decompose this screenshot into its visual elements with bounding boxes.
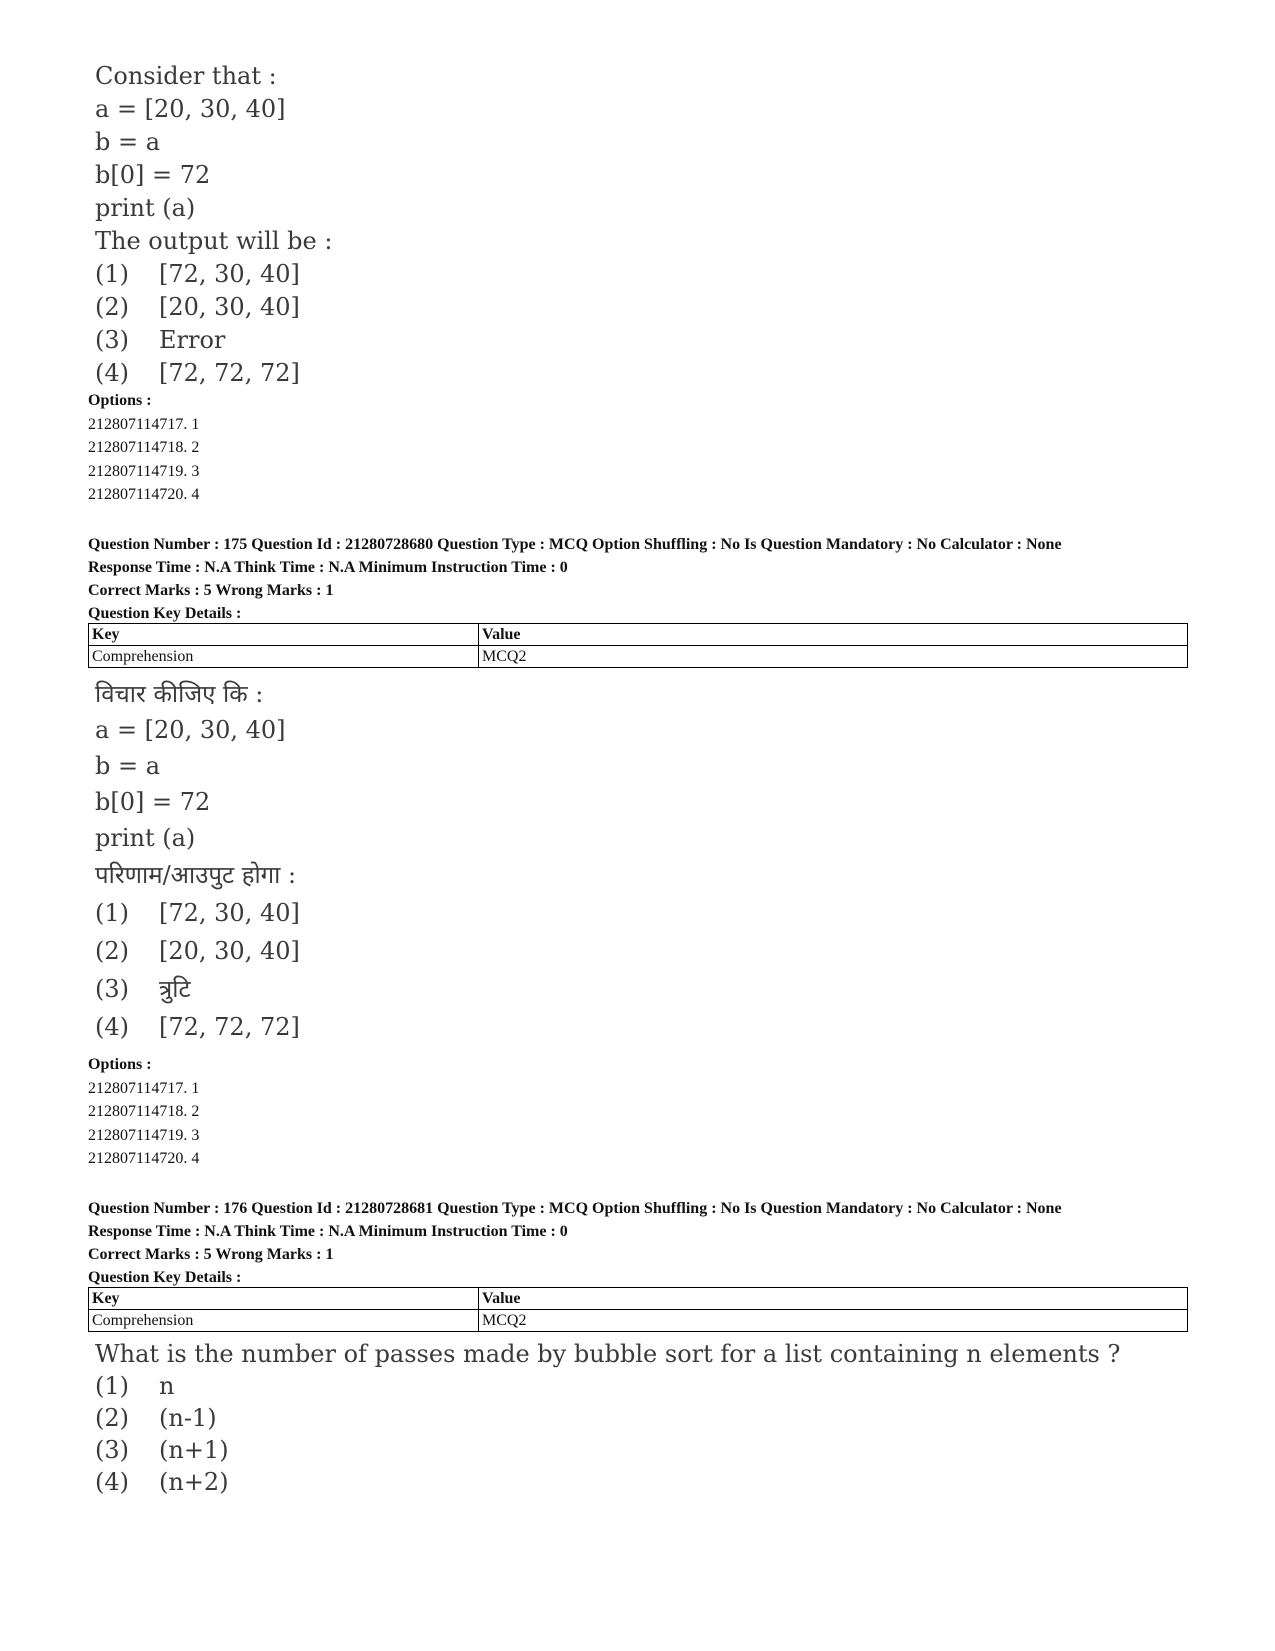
choice-text: (n+1) <box>159 1436 229 1464</box>
question-meta-line1: Question Number : 175 Question Id : 21280728680 Question Type : MCQ Option Shuffling : No Is Question Mandatory : No Calculator : None <box>88 536 1062 553</box>
q175-options <box>88 1053 199 1171</box>
q174-line: a = [20, 30, 40] <box>95 95 286 123</box>
q175-question-image <box>95 676 300 1046</box>
q175-line: a = [20, 30, 40] <box>95 716 286 744</box>
q175-line: विचार कीजिए कि : <box>95 680 264 708</box>
q174-line: b = a <box>95 128 161 156</box>
q176-choice <box>95 1466 1120 1498</box>
choice-text: [72, 72, 72] <box>159 1013 300 1041</box>
q174-line: Consider that : <box>95 62 277 90</box>
choice-text: त्रुटि <box>159 975 191 1003</box>
choice-number: (3) <box>95 1436 129 1464</box>
question-key-details: Question Key Details : <box>88 1269 242 1286</box>
q174-choice <box>95 291 332 324</box>
table-cell-value: MCQ2 <box>479 646 1188 668</box>
choice-text: [20, 30, 40] <box>159 293 300 321</box>
q175-choice <box>95 970 300 1008</box>
option-item: 212807114720. 4 <box>88 486 200 503</box>
q176-question-image <box>95 1338 1120 1498</box>
q175-key-table <box>88 623 1188 668</box>
choice-text: [72, 30, 40] <box>159 260 300 288</box>
choice-number: (4) <box>95 1468 129 1496</box>
table-header-value: Value <box>479 624 1188 646</box>
q175-line: b = a <box>95 752 161 780</box>
q175-header <box>88 533 1062 625</box>
options-title: Options : <box>88 1056 152 1073</box>
q174-line: b[0] = 72 <box>95 161 211 189</box>
table-header-key: Key <box>89 624 479 646</box>
question-marks: Correct Marks : 5 Wrong Marks : 1 <box>88 582 334 599</box>
choice-number: (4) <box>95 359 129 387</box>
choice-text: [20, 30, 40] <box>159 937 300 965</box>
q176-choice <box>95 1402 1120 1434</box>
option-item: 212807114718. 2 <box>88 1103 200 1120</box>
question-key-details: Question Key Details : <box>88 605 242 622</box>
question-meta-line1: Question Number : 176 Question Id : 21280728681 Question Type : MCQ Option Shuffling : No Is Question Mandatory : No Calculator : None <box>88 1200 1062 1217</box>
choice-text: Error <box>159 326 226 354</box>
q174-choice <box>95 258 332 291</box>
choice-text: (n-1) <box>159 1404 217 1432</box>
choice-number: (2) <box>95 937 129 965</box>
q174-choice <box>95 357 332 390</box>
option-item: 212807114718. 2 <box>88 439 200 456</box>
choice-text: [72, 30, 40] <box>159 899 300 927</box>
q174-options <box>88 389 199 507</box>
choice-text: [72, 72, 72] <box>159 359 300 387</box>
choice-text: (n+2) <box>159 1468 229 1496</box>
q174-line: print (a) <box>95 194 196 222</box>
q174-question-image <box>95 60 332 390</box>
table-header-row <box>89 624 1188 646</box>
q175-choice <box>95 932 300 970</box>
q176-header <box>88 1197 1062 1289</box>
table-header-key: Key <box>89 1288 479 1310</box>
choice-number: (1) <box>95 260 129 288</box>
table-header-value: Value <box>479 1288 1188 1310</box>
table-cell-value: MCQ2 <box>479 1310 1188 1332</box>
options-title: Options : <box>88 392 152 409</box>
option-item: 212807114717. 1 <box>88 415 200 433</box>
q176-question-text: What is the number of passes made by bubble sort for a list containing n elements ? <box>95 1340 1121 1368</box>
choice-number: (1) <box>95 899 129 927</box>
table-header-row <box>89 1288 1188 1310</box>
question-meta-line2: Response Time : N.A Think Time : N.A Minimum Instruction Time : 0 <box>88 1223 568 1240</box>
option-item: 212807114720. 4 <box>88 1150 200 1167</box>
q175-line: b[0] = 72 <box>95 788 211 816</box>
q175-choice <box>95 894 300 932</box>
table-row <box>89 646 1188 668</box>
choice-number: (1) <box>95 1372 129 1400</box>
q175-choice <box>95 1008 300 1046</box>
question-meta-line2: Response Time : N.A Think Time : N.A Minimum Instruction Time : 0 <box>88 559 568 576</box>
choice-number: (3) <box>95 326 129 354</box>
question-marks: Correct Marks : 5 Wrong Marks : 1 <box>88 1246 334 1263</box>
q175-line: परिणाम/आउपुट होगा : <box>95 861 297 889</box>
choice-number: (2) <box>95 1404 129 1432</box>
option-item: 212807114719. 3 <box>88 462 200 480</box>
option-item: 212807114719. 3 <box>88 1126 200 1144</box>
q176-choice <box>95 1370 1120 1402</box>
option-item: 212807114717. 1 <box>88 1079 200 1097</box>
q174-choice <box>95 324 332 357</box>
choice-text: n <box>159 1372 175 1400</box>
q175-line: print (a) <box>95 824 196 852</box>
choice-number: (3) <box>95 975 129 1003</box>
q176-choice <box>95 1434 1120 1466</box>
q176-key-table <box>88 1287 1188 1332</box>
choice-number: (2) <box>95 293 129 321</box>
table-cell-key: Comprehension <box>89 1310 479 1332</box>
table-cell-key: Comprehension <box>89 646 479 668</box>
table-row <box>89 1310 1188 1332</box>
choice-number: (4) <box>95 1013 129 1041</box>
q174-line: The output will be : <box>95 227 333 255</box>
